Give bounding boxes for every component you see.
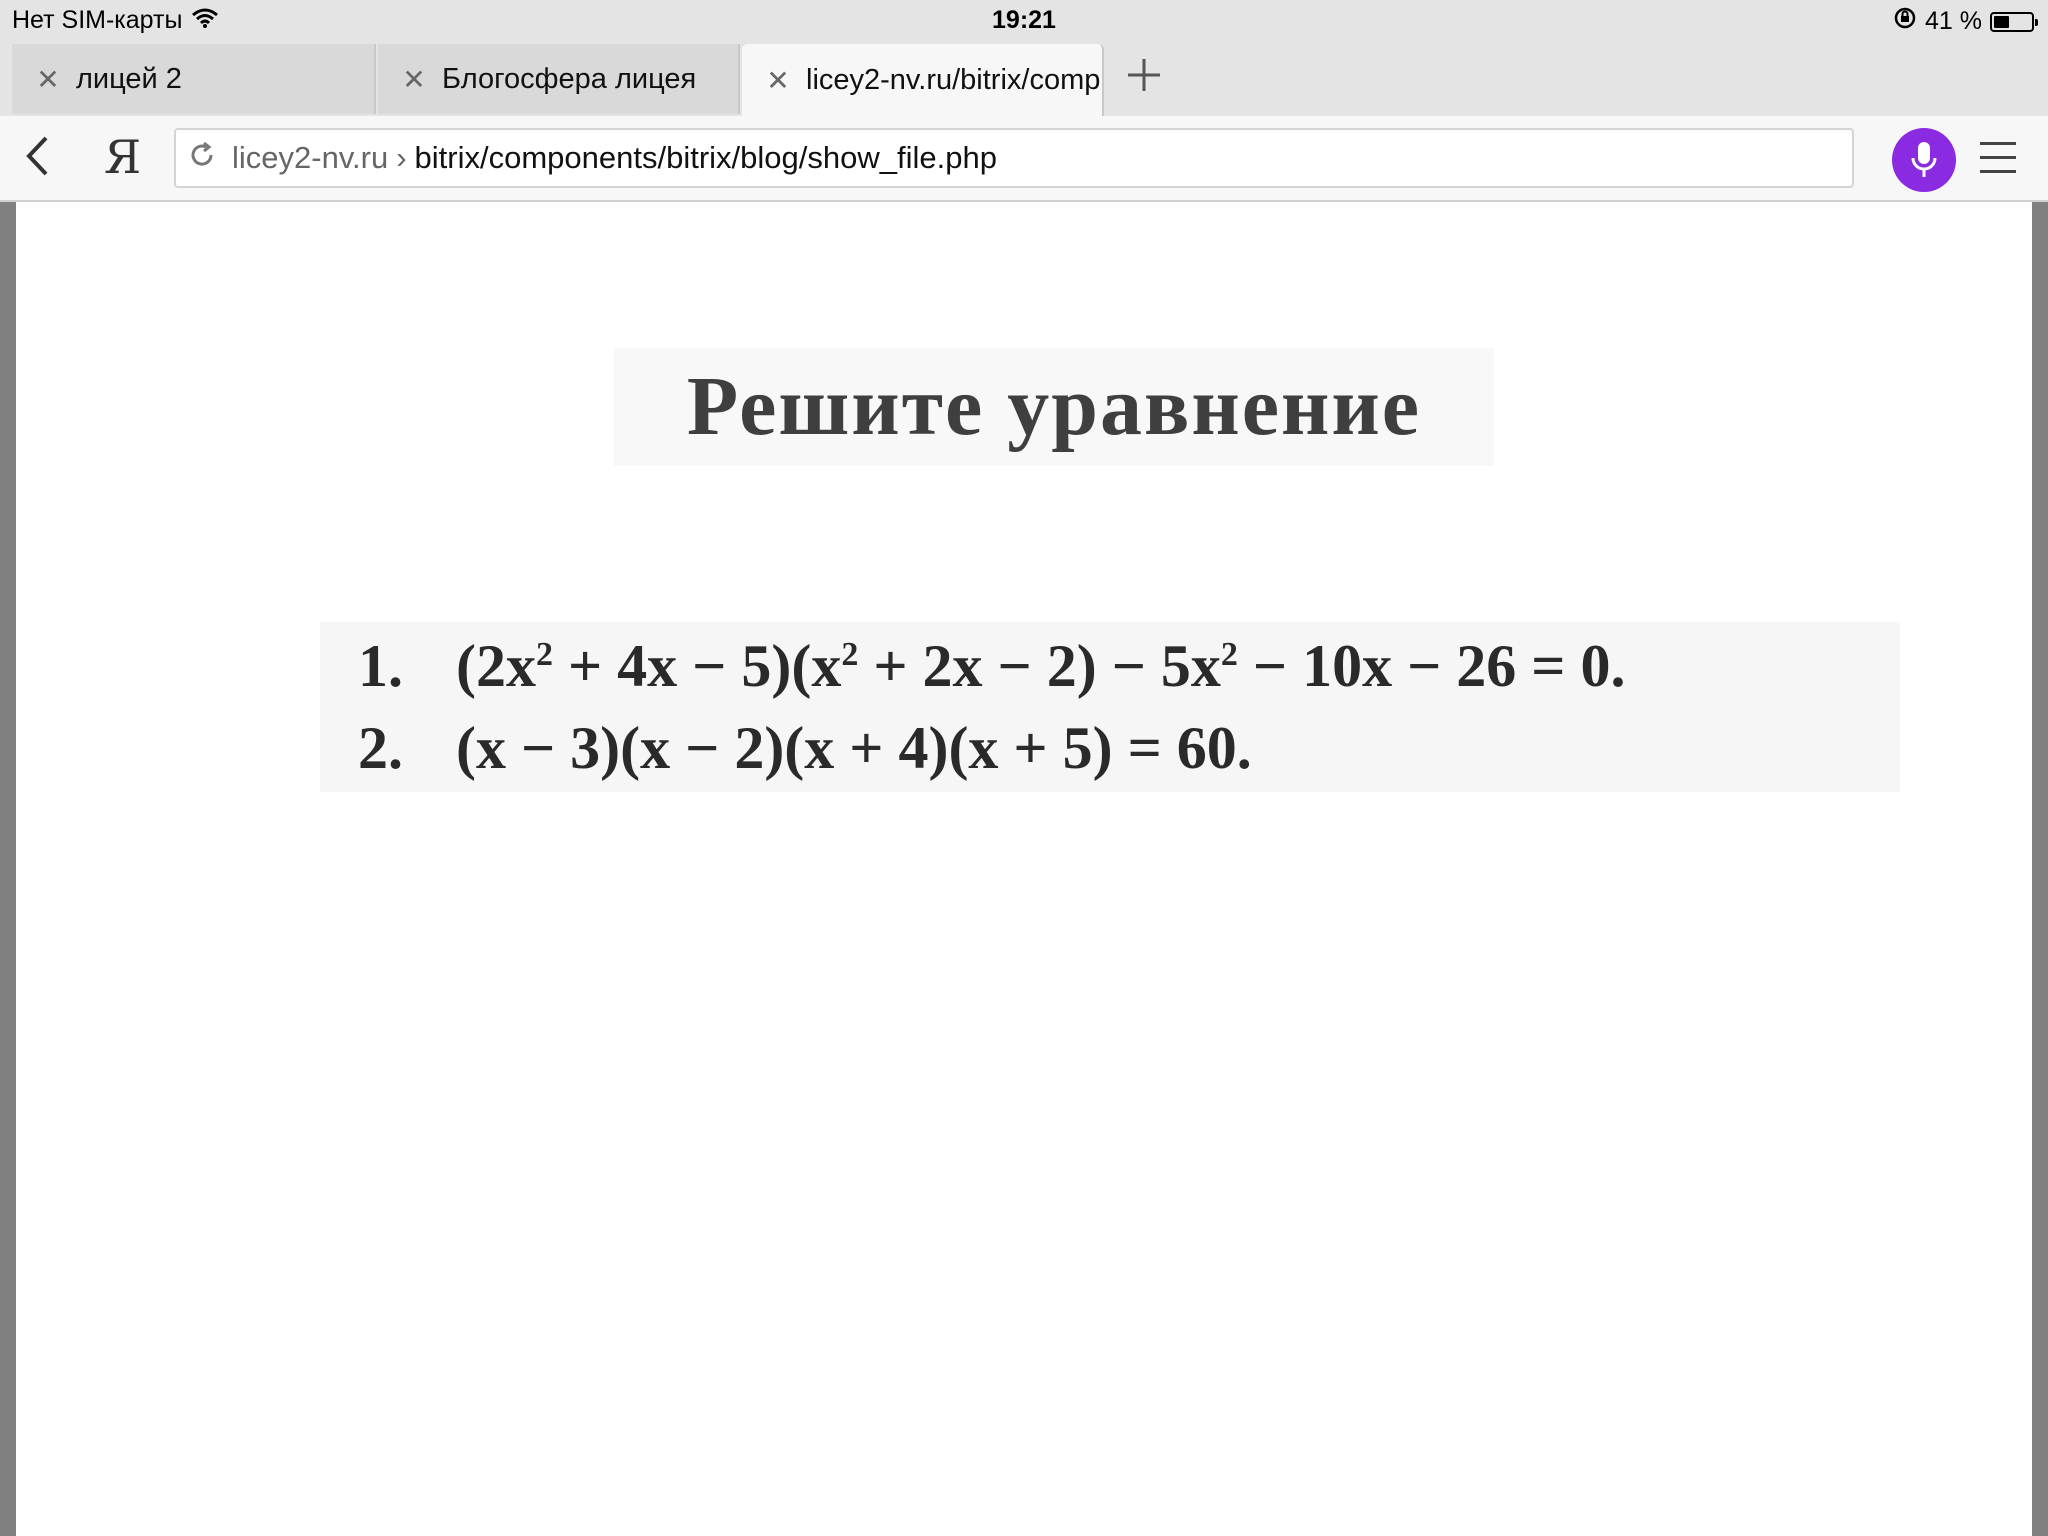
address-bar[interactable] <box>174 128 1854 188</box>
url-host: licey2-nv.ru <box>232 140 389 175</box>
battery-fill <box>1994 16 2009 28</box>
microphone-icon <box>1909 140 1939 180</box>
exponent: 2 <box>841 636 859 673</box>
rotation-lock-icon <box>1893 6 1917 37</box>
reload-icon[interactable] <box>188 140 216 177</box>
equation-number: 1. <box>358 633 403 699</box>
tab-blogosfera[interactable] <box>378 44 740 114</box>
hamburger-icon-bar <box>1980 170 2016 173</box>
tab-licey-2[interactable] <box>12 44 376 114</box>
battery-text: 41 % <box>1925 7 1982 35</box>
url-separator: › <box>396 140 407 175</box>
close-icon[interactable]: ✕ <box>766 64 790 96</box>
equation-part: + 4x − 5)(x <box>552 633 842 699</box>
exponent: 2 <box>535 636 553 673</box>
menu-button[interactable] <box>1980 142 2016 184</box>
equation-part: − 10x − 26 = 0. <box>1237 633 1626 699</box>
equation-1 <box>358 632 1625 701</box>
clock: 19:21 <box>992 6 1056 34</box>
tab-label: licey2-nv.ru/bitrix/comp <box>806 63 1101 96</box>
hamburger-icon-bar <box>1980 142 2016 145</box>
equation-number: 2. <box>358 715 403 781</box>
exponent: 2 <box>1220 636 1238 673</box>
equation-part: + 2x − 2) − 5x <box>858 633 1221 699</box>
tab-strip <box>0 40 2048 116</box>
url-path: bitrix/components/bitrix/blog/show_file.php <box>414 140 997 175</box>
tab-label: лицей 2 <box>76 62 182 95</box>
close-icon[interactable]: ✕ <box>402 63 426 95</box>
voice-search-button[interactable] <box>1892 128 1956 192</box>
browser-toolbar <box>0 116 2048 202</box>
chevron-left-icon <box>24 134 50 178</box>
document-title: Решите уравнение <box>614 348 1494 466</box>
tab-show-file[interactable] <box>742 44 1104 116</box>
new-tab-button[interactable] <box>1126 54 1162 102</box>
plus-icon <box>1126 57 1162 93</box>
tab-label: Блогосфера лицея <box>442 62 697 95</box>
yandex-logo-button[interactable]: Я <box>104 130 142 184</box>
equation-text: (x − 3)(x − 2)(x + 4)(x + 5) = 60. <box>456 715 1252 781</box>
document-image <box>16 202 2032 802</box>
back-button[interactable] <box>24 134 50 189</box>
equation-part: (2x <box>456 633 536 699</box>
page-content[interactable] <box>16 202 2032 1536</box>
equation-2 <box>358 714 1252 783</box>
hamburger-icon-bar <box>1980 156 2016 159</box>
status-bar <box>0 0 2048 40</box>
battery-icon <box>1990 12 2034 32</box>
status-right <box>1893 6 2034 37</box>
carrier-text: Нет SIM-карты <box>12 6 183 34</box>
close-icon[interactable]: ✕ <box>36 63 60 95</box>
equation-list <box>320 622 1900 792</box>
